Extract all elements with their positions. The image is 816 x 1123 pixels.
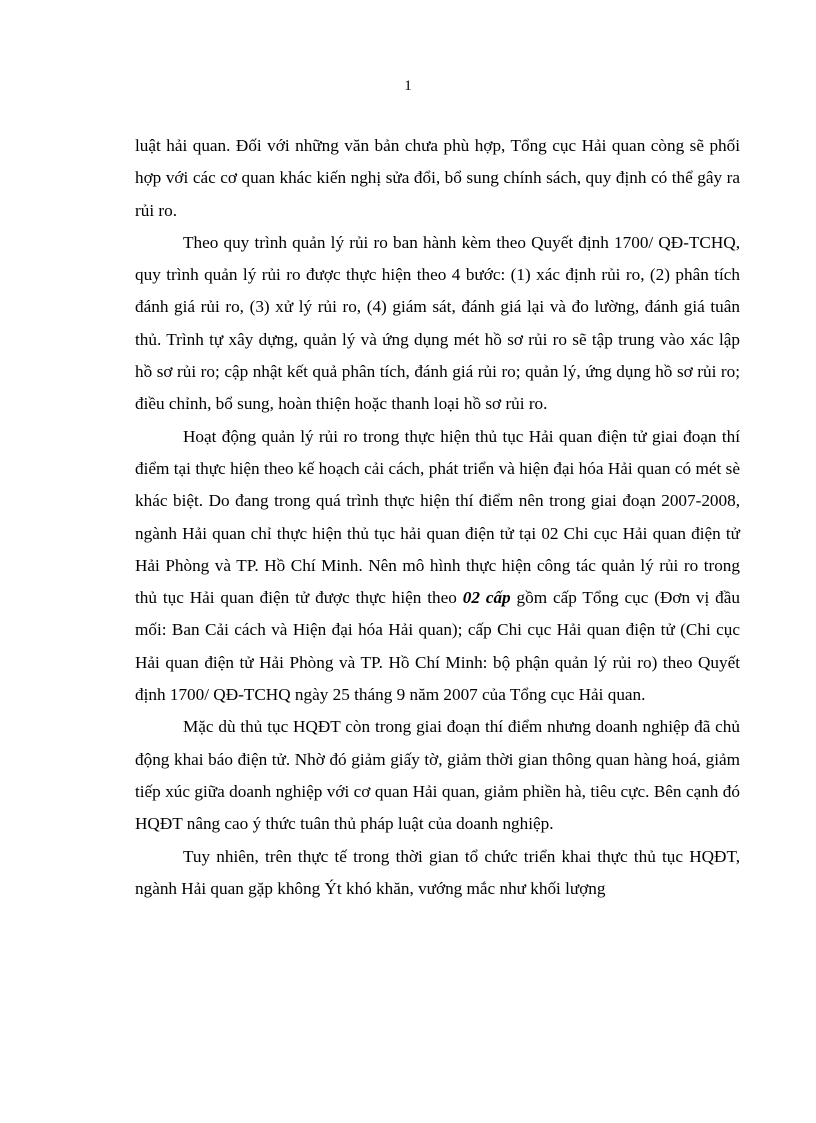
paragraph-3-emphasis: 02 cấp xyxy=(462,588,511,608)
paragraph-3 xyxy=(135,421,740,712)
document-body xyxy=(135,130,740,905)
paragraph-2: Theo quy trình quản lý rủi ro ban hành kèm theo Quyết định 1700/ QĐ-TCHQ, quy trình quản lý rủi ro được thực hiện theo 4 bước: (1) xác định rủi ro, (2) phân tích đánh giá rủi ro, (3) xử lý rủi ro, (4) giám sát, đánh giá lại và đo lường, đánh giá tuân thủ. Trình tự xây dựng, quản lý và ứng dụng mét hồ sơ rủi ro sẽ tập trung vào xác lập hồ sơ rủi ro; cập nhật kết quả phân tích, đánh giá rủi ro; quản lý, ứng dụng hồ sơ rủi ro; điều chỉnh, bổ sung, hoàn thiện hoặc thanh loại hồ sơ rủi ro. xyxy=(135,232,740,414)
paragraph-5: Tuy nhiên, trên thực tế trong thời gian tổ chức triển khai thực thủ tục HQĐT, ngành Hải quan gặp không Ýt khó khăn, vướng mắc như khối lượng xyxy=(135,846,740,898)
paragraph-3-text-before: Hoạt động quản lý rủi ro trong thực hiện thủ tục Hải quan điện tử giai đoạn thí điểm tại thực hiện theo kế hoạch cải cách, phát triển và hiện đại hóa Hải quan có mét sè khác biệt. Do đang trong quá trình thực hiện thí điểm nên trong giai đoạn 2007-2008, ngành Hải quan chỉ thực hiện thủ tục hải quan điện tử tại 02 Chi cục Hải quan điện tử Hải Phòng và TP. Hồ Chí Minh. Nên mô hình thực hiện công tác quản lý rủi ro trong thủ tục Hải quan điện tử được thực hiện theo xyxy=(135,426,740,608)
page-number: 1 xyxy=(404,78,412,94)
paragraph-4: Mặc dù thủ tục HQĐT còn trong giai đoạn thí điểm nhưng doanh nghiệp đã chủ động khai báo điện tử. Nhờ đó giảm giấy tờ, giảm thời gian thông quan hàng hoá, giảm tiếp xúc giữa doanh nghiệp với cơ quan Hải quan, giảm phiền hà, tiêu cực. Bên cạnh đó HQĐT nâng cao ý thức tuân thủ pháp luật của doanh nghiệp. xyxy=(135,717,740,834)
paragraph-3-text-after: gồm cấp Tổng cục (Đơn vị đầu mối: Ban Cải cách và Hiện đại hóa Hải quan); cấp Chi cục Hải quan điện tử (Chi cục Hải quan điện tử Hải Phòng và TP. Hồ Chí Minh: bộ phận quản lý rủi ro) theo Quyết định 1700/ QĐ-TCHQ ngày 25 tháng 9 năm 2007 của Tổng cục Hải quan. xyxy=(135,588,740,705)
paragraph-1: luật hải quan. Đối với những văn bản chưa phù hợp, Tổng cục Hải quan còng sẽ phối hợp với các cơ quan khác kiến nghị sửa đổi, bổ sung chính sách, quy định có thể gây ra rủi ro. xyxy=(135,136,740,220)
